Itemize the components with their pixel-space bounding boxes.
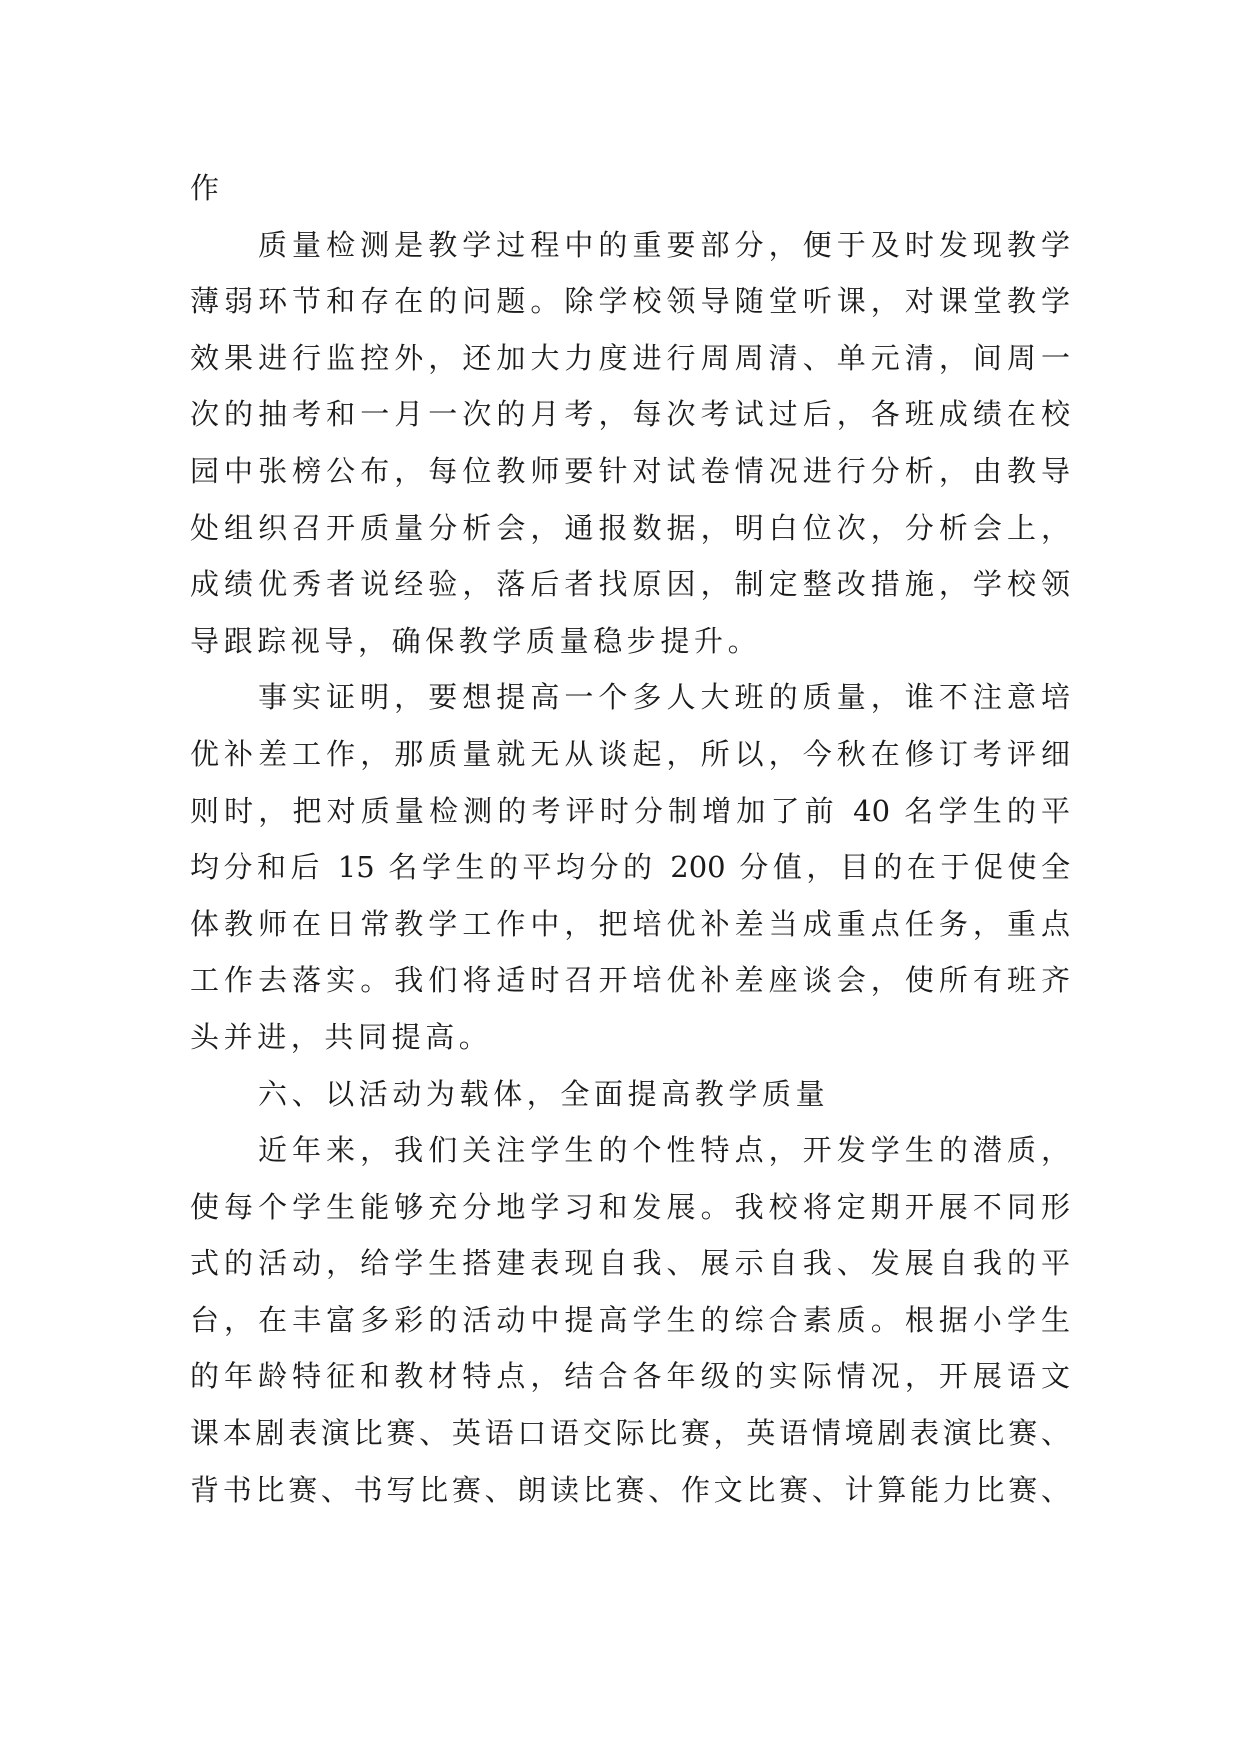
text-line: 处组织召开质量分析会，通报数据，明白位次，分析会上， bbox=[190, 510, 1070, 545]
text-line: 次的抽考和一月一次的月考，每次考试过后，各班成绩在校 bbox=[190, 397, 1070, 432]
text-line: 台，在丰富多彩的活动中提高学生的综合素质。根据小学生 bbox=[190, 1302, 1070, 1337]
text-line: 成绩优秀者说经验，落后者找原因，制定整改措施，学校领 bbox=[190, 567, 1070, 602]
text-line: 式的活动，给学生搭建表现自我、展示自我、发展自我的平 bbox=[190, 1246, 1070, 1281]
text-line: 薄弱环节和存在的问题。除学校领导随堂听课，对课堂教学 bbox=[190, 284, 1070, 319]
text-line: 使每个学生能够充分地学习和发展。我校将定期开展不同形 bbox=[190, 1189, 1070, 1224]
text-line: 课本剧表演比赛、英语口语交际比赛，英语情境剧表演比赛、 bbox=[190, 1416, 1070, 1451]
text-line: 效果进行监控外，还加大力度进行周周清、单元清，间周一 bbox=[190, 340, 1070, 375]
text-line: 园中张榜公布，每位教师要针对试卷情况进行分析，由教导 bbox=[190, 453, 1070, 488]
text-line: 近年来，我们关注学生的个性特点，开发学生的潜质， bbox=[258, 1133, 1070, 1168]
text-line: 背书比赛、书写比赛、朗读比赛、作文比赛、计算能力比赛、 bbox=[190, 1472, 1070, 1507]
text-line: 则时，把对质量检测的考评时分制增加了前 40 名学生的平 bbox=[190, 793, 1070, 828]
document-body bbox=[190, 160, 1070, 1518]
text-line: 工作去落实。我们将适时召开培优补差座谈会，使所有班齐 bbox=[190, 963, 1070, 998]
section-heading: 六、以活动为载体，全面提高教学质量 bbox=[258, 1076, 830, 1111]
text-line: 优补差工作，那质量就无从谈起，所以，今秋在修订考评细 bbox=[190, 736, 1070, 771]
text-line: 的年龄特征和教材特点，结合各年级的实际情况，开展语文 bbox=[190, 1359, 1070, 1394]
text-line: 均分和后 15 名学生的平均分的 200 分值，目的在于促使全 bbox=[190, 850, 1070, 885]
text-line: 体教师在日常教学工作中，把培优补差当成重点任务，重点 bbox=[190, 906, 1070, 941]
text-line: 事实证明，要想提高一个多人大班的质量，谁不注意培 bbox=[258, 680, 1070, 715]
text-line: 导跟踪视导，确保教学质量稳步提升。 bbox=[190, 623, 762, 658]
text-line: 作 bbox=[190, 171, 224, 205]
text-line: 头并进，共同提高。 bbox=[190, 1019, 493, 1054]
text-line: 质量检测是教学过程中的重要部分，便于及时发现教学 bbox=[258, 227, 1070, 262]
